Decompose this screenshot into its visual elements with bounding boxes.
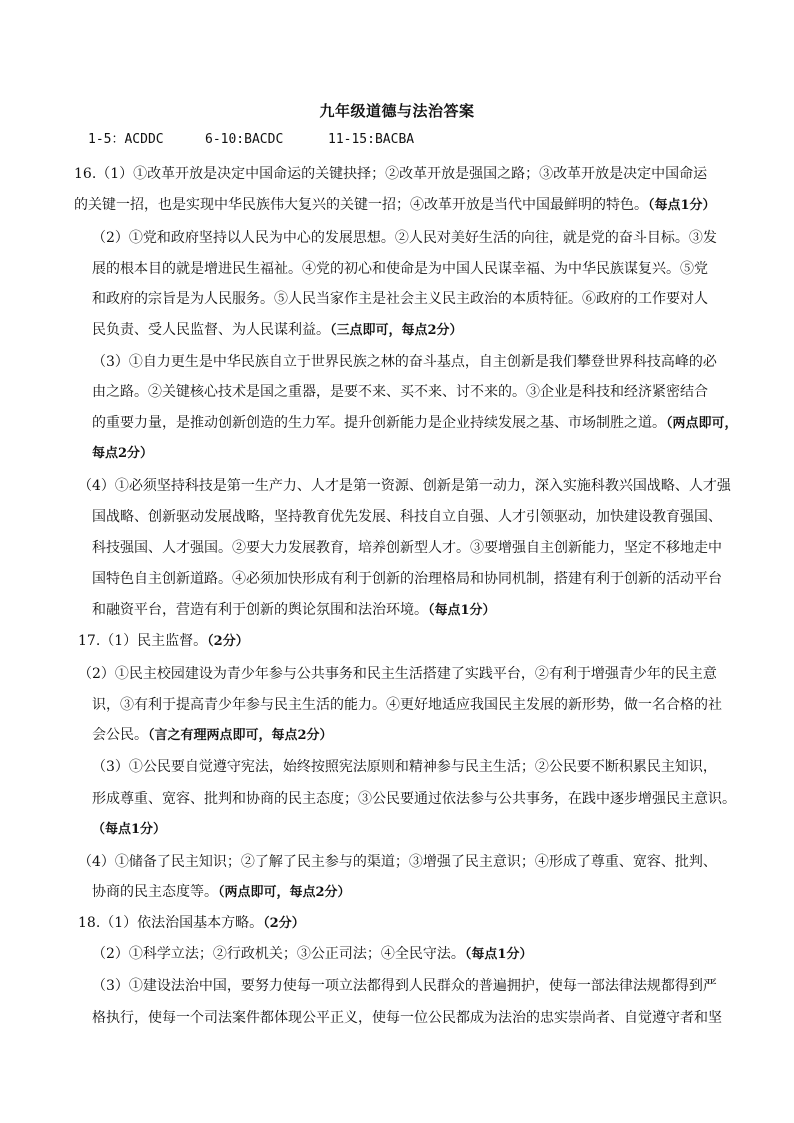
answer-line bbox=[92, 569, 722, 589]
mc-answers-6-10: 6-10:BACDC bbox=[205, 132, 284, 147]
answer-text: 展的根本目的就是增进民生福祉。④党的初心和使命是为中国人民谋幸福、为中华民族谋复兴。⑤党 bbox=[92, 261, 708, 277]
answer-line bbox=[92, 259, 708, 279]
answer-line bbox=[92, 538, 722, 558]
answer-line bbox=[92, 1008, 722, 1028]
answer-line bbox=[92, 944, 532, 965]
score-note: （两点即可， bbox=[666, 416, 738, 431]
score-note: （每点1分） bbox=[92, 822, 167, 837]
answer-text: 和政府的宗旨是为人民服务。⑤人民当家作主是社会主义民主政治的本质特征。⑥政府的工作要对人 bbox=[92, 291, 708, 307]
score-note: （每点1分） bbox=[428, 603, 496, 618]
answer-line bbox=[74, 195, 716, 216]
answer-text: （2）①党和政府坚持以人民为中心的发展思想。②人民对美好生活的向往，就是党的奋斗目标。③发 bbox=[92, 230, 717, 246]
answer-line bbox=[92, 320, 463, 341]
answer-text: （3）①公民要自觉遵守宪法，始终按照宪法原则和精神参与民主生活；②公民要不断积累民主知识， bbox=[92, 759, 717, 775]
answer-text: 17.（1）民主监督。 bbox=[78, 633, 208, 649]
answer-line bbox=[92, 976, 717, 996]
answer-line bbox=[78, 664, 717, 684]
answer-line bbox=[92, 507, 722, 527]
answer-line bbox=[92, 725, 333, 746]
score-note: （每点1分） bbox=[464, 947, 533, 962]
answer-line bbox=[92, 413, 738, 434]
answer-text: 科技强国、人才强国。②要大力发展教育，培养创新型人才。③要增强自主创新能力，坚定不移地走中 bbox=[92, 540, 722, 556]
score-note: （两点即可，每点2分） bbox=[218, 885, 351, 900]
answer-text: （4）①必须坚持科技是第一生产力、人才是第一资源、创新是第一动力，深入实施科教兴国战略、人才强 bbox=[78, 478, 731, 494]
answer-text: 格执行，使每一个司法案件都体现公平正义，使每一位公民都成为法治的忠实崇尚者、自觉遵守者和坚 bbox=[92, 1010, 722, 1026]
score-note: （2分） bbox=[207, 634, 249, 649]
answer-line bbox=[78, 476, 731, 496]
answer-text: 的重要力量，是推动创新创造的生力军。提升创新能力是企业持续发展之基、市场制胜之道。 bbox=[92, 415, 666, 431]
document-title: 九年级道德与法治答案 bbox=[319, 102, 475, 120]
answer-line bbox=[92, 443, 153, 464]
answer-text: （3）①自力更生是中华民族自立于世界民族之林的奋斗基点，自主创新是我们攀登世界科技高峰的必 bbox=[92, 354, 717, 370]
answer-text: （4）①储备了民主知识；②了解了民主参与的渠道；③增强了民主意识；④形成了尊重、宽容、批判、 bbox=[78, 854, 717, 870]
answer-line bbox=[92, 819, 166, 840]
answer-text: 国战略、创新驱动发展战略，坚持教育优先发展、科技自立自强、人才引领驱动，加快建设教育强国、 bbox=[92, 509, 722, 525]
answer-text: 18.（1）依法治国基本方略。 bbox=[78, 915, 264, 931]
mc-answers-1-5: 1-5：ACDDC bbox=[88, 132, 164, 147]
answer-line bbox=[92, 228, 717, 248]
answer-line bbox=[78, 913, 305, 934]
score-note: （每点1分） bbox=[648, 198, 716, 213]
answer-line bbox=[92, 289, 708, 309]
answer-text: 16.（1）①改革开放是决定中国命运的关键抉择；②改革开放是强国之路；③改革开放是决定中国命运 bbox=[74, 166, 708, 182]
answer-line bbox=[78, 852, 717, 872]
answer-line bbox=[92, 352, 717, 372]
score-note: （2分） bbox=[263, 916, 305, 931]
answer-text: 和融资平台，营造有利于创新的舆论氛围和法治环境。 bbox=[92, 602, 428, 618]
score-note: 每点2分） bbox=[92, 446, 154, 461]
answer-text: 国特色自主创新道路。④必须加快形成有利于创新的治理格局和协同机制，搭建有利于创新的活动平台 bbox=[92, 571, 722, 587]
answer-line bbox=[92, 757, 717, 777]
answer-line bbox=[92, 382, 708, 402]
answer-line bbox=[92, 882, 351, 903]
answer-line bbox=[92, 600, 496, 621]
answer-text: （2）①民主校园建设为青少年参与公共事务和民主生活搭建了实践平台，②有利于增强青少年的民主意 bbox=[78, 666, 717, 682]
answer-text: 会公民。 bbox=[92, 727, 148, 743]
answer-line bbox=[78, 631, 249, 652]
answer-text: 民负责、受人民监督、为人民谋利益。 bbox=[92, 322, 330, 338]
answer-line bbox=[92, 789, 736, 809]
answer-text: 的关键一招，也是实现中华民族伟大复兴的关键一招；④改革开放是当代中国最鲜明的特色。 bbox=[74, 197, 648, 213]
score-note: （三点即可，每点2分） bbox=[330, 323, 463, 338]
answer-text: （2）①科学立法；②行政机关；③公正司法；④全民守法。 bbox=[92, 946, 465, 962]
answer-text: 由之路。②关键核心技术是国之重器，是要不来、买不来、讨不来的。③企业是科技和经济紧密结合 bbox=[92, 384, 708, 400]
answer-text: 识，③有利于提高青少年参与民主生活的能力。④更好地适应我国民主发展的新形势，做一名合格的社 bbox=[92, 697, 722, 713]
answer-text: 协商的民主态度等。 bbox=[92, 884, 218, 900]
answer-line bbox=[74, 164, 707, 184]
mc-answers-11-15: 11-15:BACBA bbox=[328, 132, 415, 147]
score-note: （言之有理两点即可，每点2分） bbox=[148, 728, 333, 743]
answer-text: 形成尊重、宽容、批判和协商的民主态度；③公民要通过依法参与公共事务，在践中逐步增强民主意识。 bbox=[92, 791, 736, 807]
answer-text: （3）①建设法治中国，要努力使每一项立法都得到人民群众的普遍拥护，使每一部法律法规都得到严 bbox=[92, 978, 717, 994]
answer-line bbox=[92, 695, 722, 715]
